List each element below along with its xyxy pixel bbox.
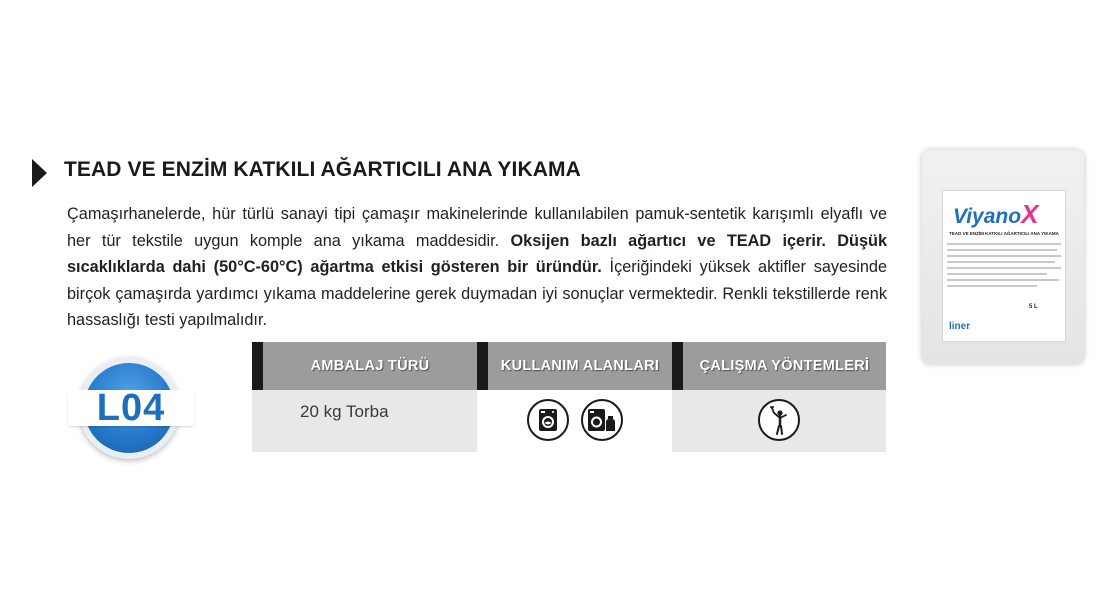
product-code-badge	[68, 352, 194, 464]
packaging-cell	[252, 390, 477, 452]
product-package-image	[922, 150, 1084, 364]
brand-logo: ViyanoX	[953, 199, 1039, 229]
product-code: L04	[96, 387, 166, 429]
washer-with-detergent-icon	[581, 399, 623, 441]
description-text-2: İçeriğindeki yüksek aktifler sayesinde birçok çamaşırda yardımcı yıkama maddelerine gerek duymadan iyi sonuçlar vermektedir. Renkli tekstillerde renk hassaslığı testi yapılmalıdır.	[67, 258, 888, 329]
description-highlight: Oksijen bazlı ağartıcı ve TEAD içerir. Düşük sıcaklıklarda dahi (50°C-60°C) ağartma etkisi gösteren bir üründür.	[67, 231, 887, 276]
manufacturer-logo: liner	[949, 321, 971, 332]
header-usage	[477, 342, 672, 390]
method-cell	[672, 390, 886, 452]
header-packaging	[252, 342, 477, 390]
product-label	[942, 190, 1066, 342]
product-description	[67, 201, 887, 334]
washing-machine-icon	[527, 399, 569, 441]
label-title: TEAD VE ENZİM KATKILI AĞARTICILI ANA YIKAMA	[949, 231, 1059, 236]
description-text: Çamaşırhanelerde, hür türlü sanayi tipi çamaşır makinelerinde kullanılabilen pamuk-sentetik karışımlı elyaflı ve her tür tekstile uygun komple ana yıkama maddesidir.	[67, 205, 887, 250]
packaging-value: 20 kg Torba	[300, 402, 389, 421]
header-packaging-label: AMBALAJ TÜRÜ	[310, 358, 430, 374]
header-method	[672, 342, 886, 390]
volume-label: 5 L	[1029, 304, 1038, 310]
section-arrow-icon	[32, 159, 47, 187]
usage-cell	[477, 390, 672, 452]
section-title: TEAD VE ENZİM KATKILI AĞARTICILI ANA YIKAMA	[64, 158, 581, 181]
header-usage-label: KULLANIM ALANLARI	[500, 358, 660, 374]
manual-dosing-person-icon	[758, 399, 800, 441]
header-method-label: ÇALIŞMA YÖNTEMLERİ	[699, 358, 870, 374]
